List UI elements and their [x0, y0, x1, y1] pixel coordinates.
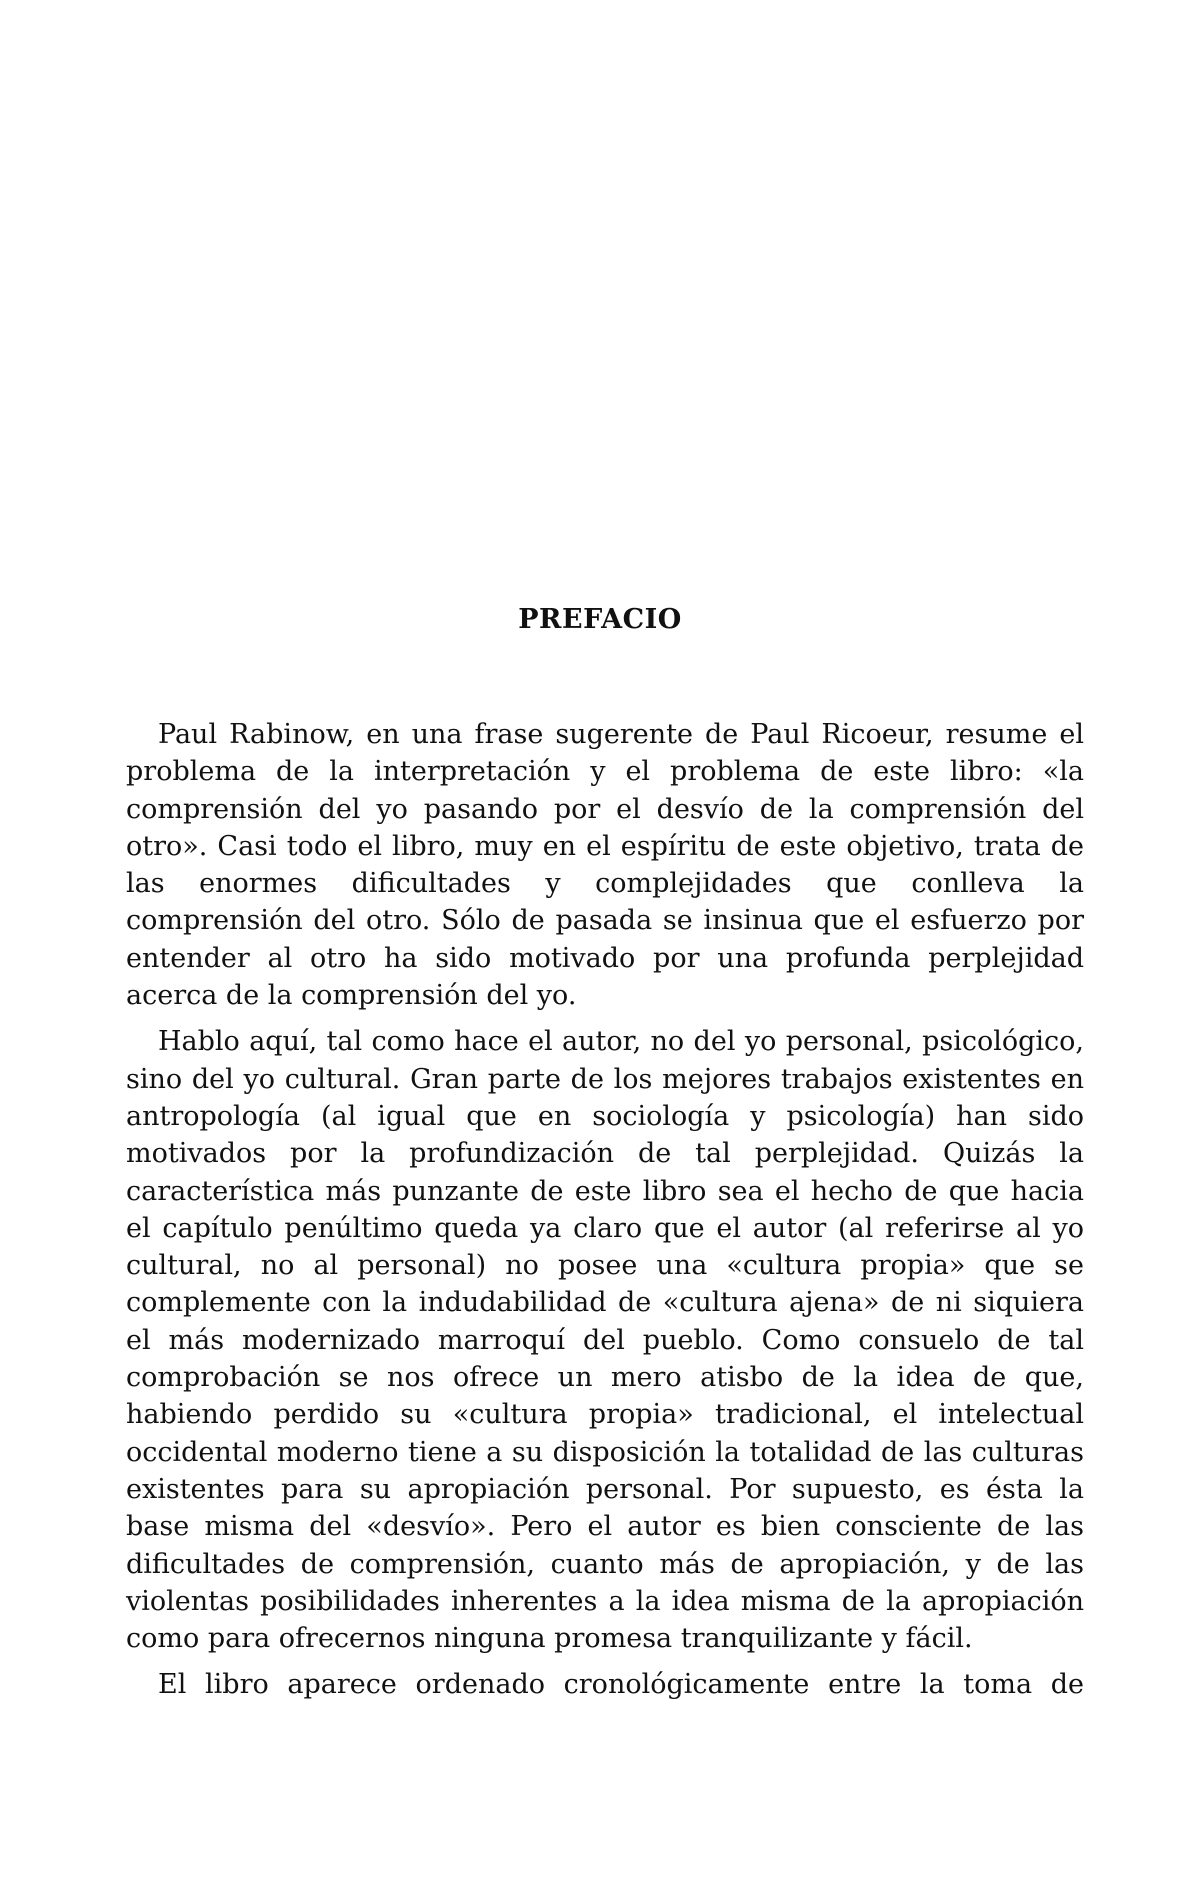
paragraph-1: Paul Rabinow, en una frase sugerente de Paul Ricoeur, resume el problema de la interpretación y el problema de este libro: «la comprensión del yo pasando por el desvío de la comprensión del otro». Casi todo el libro, muy en el espíritu de este objetivo, trata de las enormes dificultades y complejidades que conlleva la comprensión del otro. Sólo de pasada se insinua que el esfuerzo por entender al otro ha sido motivado por una profunda perplejidad acerca de la comprensión del yo. [126, 719, 1084, 1012]
body-text [126, 716, 1084, 1713]
paragraph-3: El libro aparece ordenado cronológicamente entre la toma de [158, 1669, 1084, 1701]
paragraph-2: Hablo aquí, tal como hace el autor, no del yo personal, psicológico, sino del yo cultural. Gran parte de los mejores trabajos existentes en antropología (al igual que en sociología y psicología) han sido motivados por la profundización de tal perplejidad. Quizás la característica más punzante de este libro sea el hecho de que hacia el capítulo penúltimo queda ya claro que el autor (al referirse al yo cultural, no al personal) no posee una «cultura propia» que se complemente con la indudabilidad de «cultura ajena» de ni siquiera el más modernizado marroquí del pueblo. Como consuelo de tal comprobación se nos ofrece un mero atisbo de la idea de que, habiendo perdido su «cultura propia» tradicional, el intelectual occidental moderno tiene a su disposición la totalidad de las culturas existentes para su apropiación personal. Por supuesto, es ésta la base misma del «desvío». Pero el autor es bien consciente de las dificultades de comprensión, cuanto más de apropiación, y de las violentas posibilidades inherentes a la idea misma de la apropiación como para ofrecernos ninguna promesa tranquilizante y fácil. [126, 1026, 1084, 1655]
page-title: PREFACIO [518, 604, 682, 635]
